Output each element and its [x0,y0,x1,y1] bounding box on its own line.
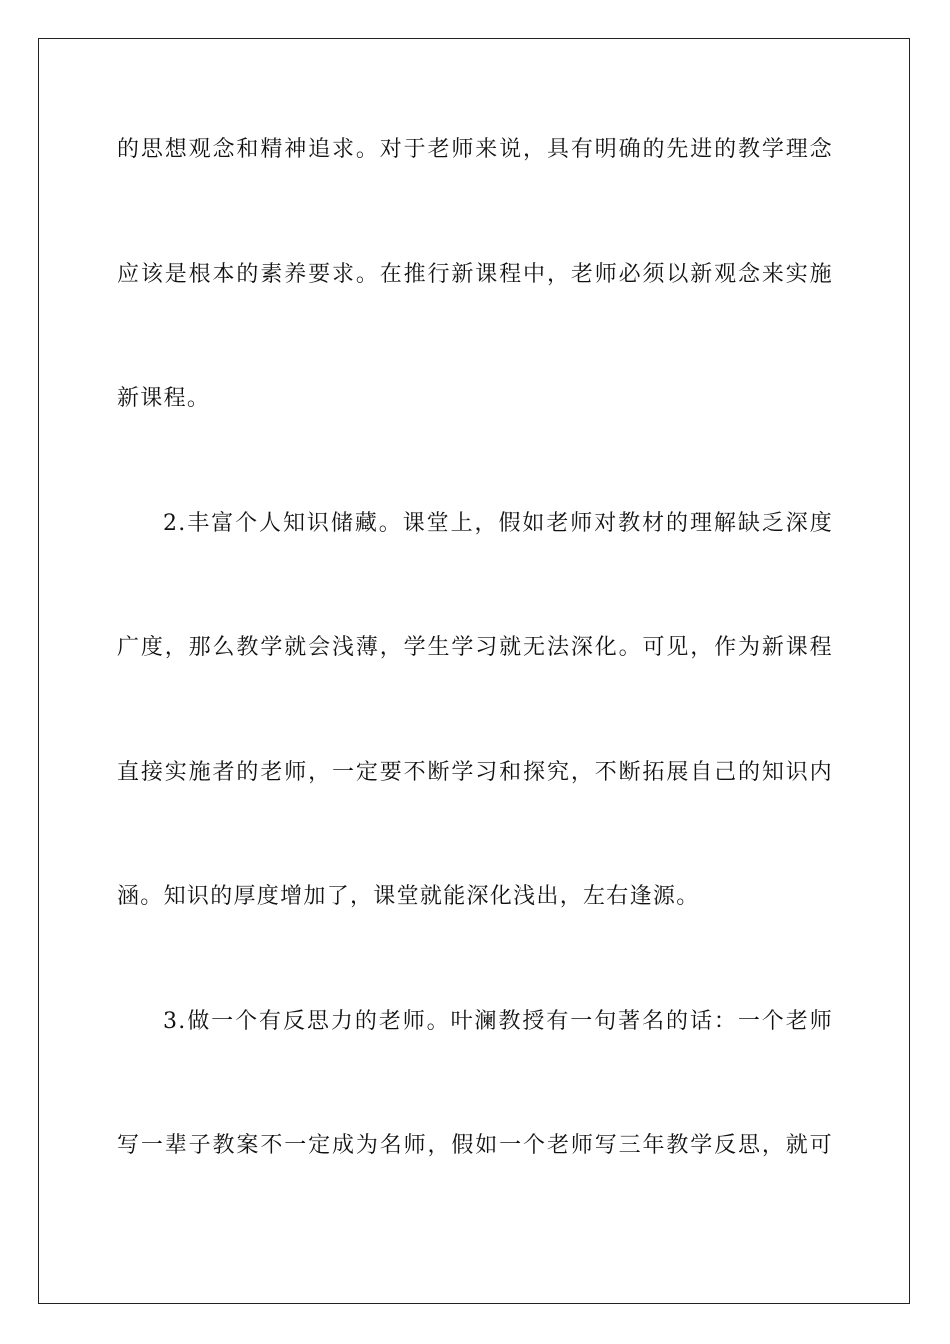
text-line: 2.丰富个人知识储藏。课堂上，假如老师对教材的理解缺乏深度 [163,511,833,536]
text-line: 涵。知识的厚度增加了，课堂就能深化浅出，左右逢源。 [117,884,700,909]
text-line: 的思想观念和精神追求。对于老师来说，具有明确的先进的教学理念 [117,137,833,162]
text-line: 应该是根本的素养要求。在推行新课程中，老师必须以新观念来实施 [117,262,833,287]
page-border [38,38,910,1304]
text-line: 新课程。 [117,386,211,411]
text-line: 3.做一个有反思力的老师。叶澜教授有一句著名的话：一个老师 [163,1009,833,1034]
text-line: 广度，那么教学就会浅薄，学生学习就无法深化。可见，作为新课程 [117,635,833,660]
text-line: 直接实施者的老师，一定要不断学习和探究，不断拓展自己的知识内 [117,760,833,785]
text-line: 写一辈子教案不一定成为名师，假如一个老师写三年教学反思，就可 [117,1133,833,1158]
